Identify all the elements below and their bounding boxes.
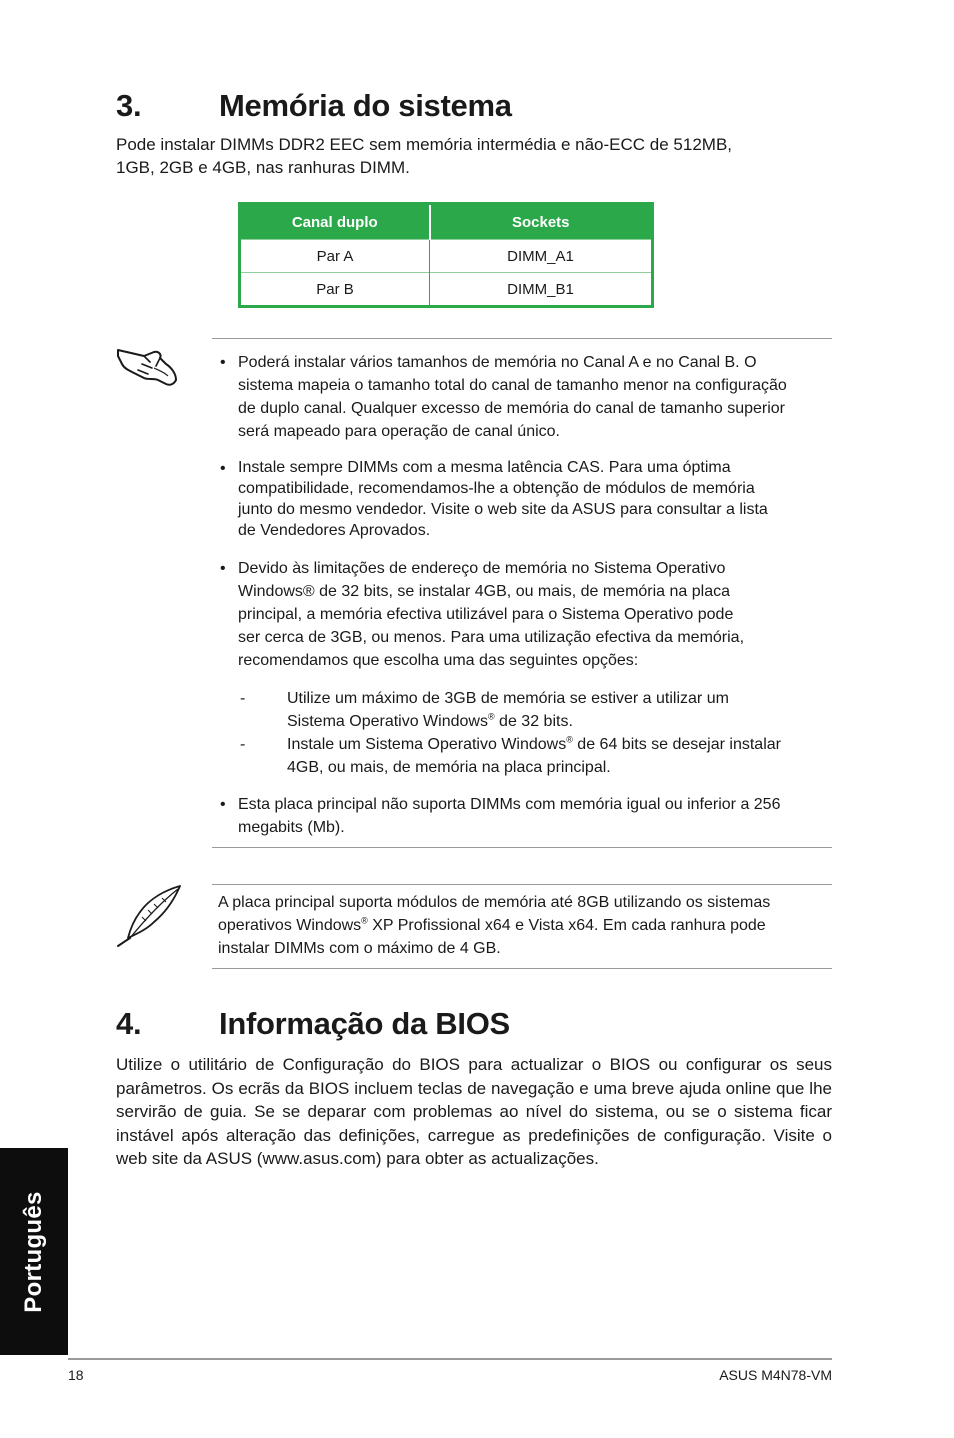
bullet-line: recomendamos que escolha uma das seguintes opções:: [238, 652, 639, 669]
intro-line: 1GB, 2GB e 4GB, nas ranhuras DIMM.: [116, 158, 410, 177]
registered-mark: ®: [361, 915, 368, 926]
column-header-sockets: Sockets: [430, 204, 653, 240]
bullet-line: compatibilidade, recomendamos-lhe a obtenção de módulos de memória: [238, 480, 755, 497]
bullet-item: [238, 457, 834, 541]
note-top-divider: [212, 338, 832, 339]
bullet-line: ser cerca de 3GB, ou menos. Para uma utilização efectiva da memória,: [238, 629, 745, 646]
language-label: Português: [20, 1190, 47, 1313]
note2-line: [218, 914, 832, 937]
note-bottom-divider: [212, 847, 832, 848]
bullet-line: Windows® de 32 bits, se instalar 4GB, ou mais, de memória na placa: [238, 583, 731, 600]
note2-top-divider: [212, 884, 832, 885]
bullet-line: Poderá instalar vários tamanhos de memória no Canal A e no Canal B. O: [238, 354, 757, 371]
table-header-row: [240, 204, 653, 240]
intro-line: Pode instalar DIMMs DDR2 EEC sem memória intermédia e não-ECC de 512MB,: [116, 135, 733, 154]
section-3-heading: [116, 88, 716, 126]
table-cell: Par A: [240, 240, 430, 273]
section-3-number: 3.: [116, 88, 142, 123]
table-cell: DIMM_A1: [430, 240, 653, 273]
dash-line: [287, 733, 834, 756]
table-row: [240, 273, 653, 307]
bullet-marker: •: [220, 354, 226, 371]
note2-bottom-divider: [212, 968, 832, 969]
table-cell: Par B: [240, 273, 430, 307]
bullet-marker: •: [220, 796, 226, 813]
bullet-marker: •: [220, 460, 226, 477]
column-header-canal: Canal duplo: [240, 204, 430, 240]
dash-line: 4GB, ou mais, de memória na placa principal.: [287, 759, 611, 776]
bullet-line: principal, a memória efectiva utilizável para o Sistema Operativo pode: [238, 606, 734, 623]
registered-mark: ®: [566, 734, 573, 745]
bullet-line: Instale sempre DIMMs com a mesma latência CAS. Para uma óptima: [238, 459, 731, 476]
table-cell: DIMM_B1: [430, 273, 653, 307]
table-row: [240, 240, 653, 273]
section-4-heading: [116, 1006, 716, 1044]
dash-text: Instale um Sistema Operativo Windows: [287, 736, 567, 753]
bullet-line: Esta placa principal não suporta DIMMs com memória igual ou inferior a 256: [238, 796, 781, 813]
bullet-line: de duplo canal. Qualquer excesso de memória do canal de tamanho superior: [238, 400, 785, 417]
section-3-intro: [116, 133, 836, 179]
section-3-title: Memória do sistema: [219, 88, 512, 123]
bullet-item: [238, 351, 834, 443]
note2-line: instalar DIMMs com o máximo de 4 GB.: [218, 940, 501, 957]
bullet-line: será mapeado para operação de canal único.: [238, 423, 560, 440]
section-4-title: Informação da BIOS: [219, 1006, 510, 1041]
bullet-line: sistema mapeia o tamanho total do canal de tamanho menor na configuração: [238, 377, 787, 394]
footer-divider: [68, 1358, 832, 1360]
bullet-item: [238, 793, 834, 839]
bullet-line: megabits (Mb).: [238, 819, 345, 836]
dash-text: Sistema Operativo Windows: [287, 713, 488, 730]
dash-line: Utilize um máximo de 3GB de memória se estiver a utilizar um: [287, 690, 729, 707]
dash-item: [287, 687, 834, 733]
section-4-body: Utilize o utilitário de Configuração do BIOS para actualizar o BIOS ou configurar os seus parâmetros. Os ecrãs da BIOS incluem teclas de navegação e uma breve ajuda online que lhe servirão de guia. Se se deparar com problemas ao nível do sistema, ou se o sistema ficar instável após alteração das definições, carregue as predefinições de configuração. Visite o web site da ASUS (www.asus.com) para obter as actualizações.: [116, 1055, 832, 1169]
bullet-item: [238, 557, 834, 672]
dash-marker: -: [240, 690, 246, 707]
bullet-marker: •: [220, 560, 226, 577]
dash-marker: -: [240, 736, 246, 753]
note2-text-part: operativos Windows: [218, 917, 362, 934]
note2-line: A placa principal suporta módulos de memória até 8GB utilizando os sistemas: [218, 894, 771, 911]
product-name: ASUS M4N78-VM: [719, 1367, 832, 1383]
bullet-line: Devido às limitações de endereço de memória no Sistema Operativo: [238, 560, 726, 577]
registered-mark: ®: [487, 711, 495, 722]
dash-text: de 32 bits.: [494, 713, 573, 730]
quill-pen-icon: [114, 884, 184, 948]
bullet-line: de Vendedores Aprovados.: [238, 522, 431, 539]
note2-text: [218, 891, 832, 960]
section-4-number: 4.: [116, 1006, 142, 1041]
page-number: 18: [68, 1367, 84, 1383]
dash-text: de 64 bits se desejar instalar: [572, 736, 781, 753]
language-side-tab: [0, 1148, 68, 1355]
dash-line: [287, 710, 834, 733]
dash-item: [287, 733, 834, 779]
dimm-config-table: [238, 202, 654, 308]
hand-pointing-icon: [114, 340, 180, 388]
note2-text-part: XP Profissional x64 e Vista x64. Em cada ranhura pode: [367, 917, 766, 934]
bullet-line: junto do mesmo vendedor. Visite o web site da ASUS para consultar a lista: [238, 501, 768, 518]
